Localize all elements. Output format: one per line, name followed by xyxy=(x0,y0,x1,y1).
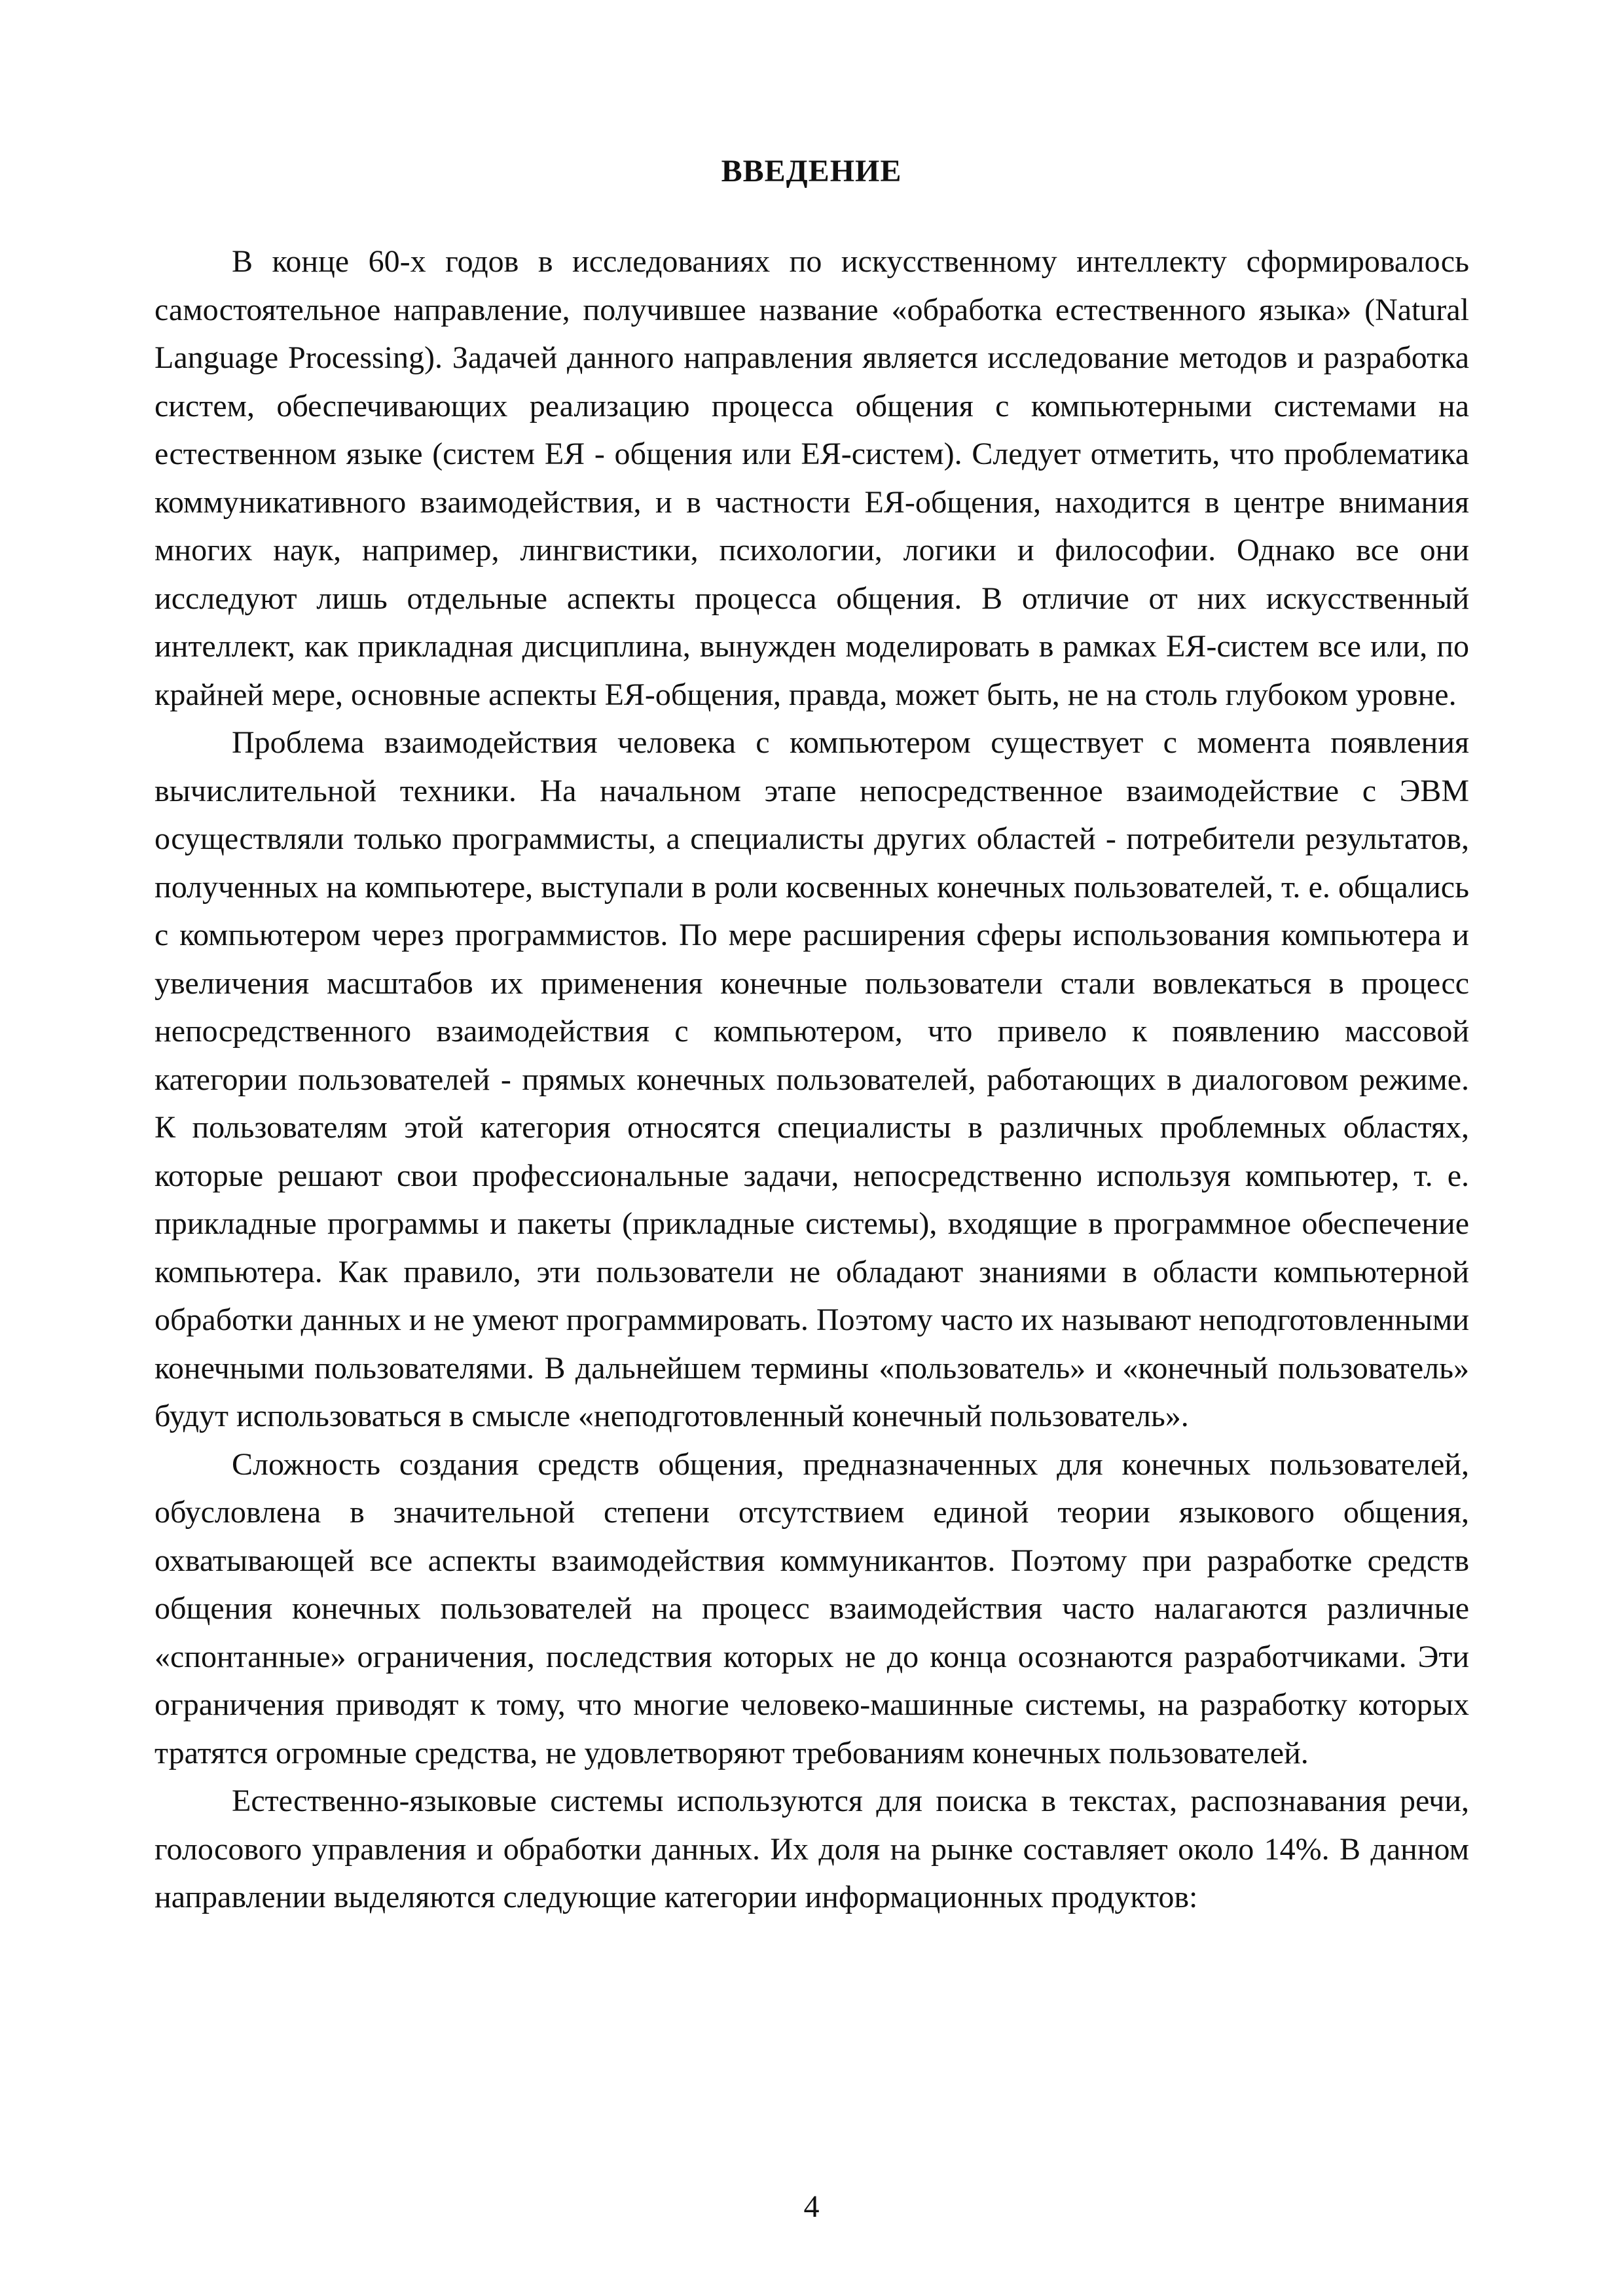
page-number: 4 xyxy=(803,2189,820,2224)
page-title: ВВЕДЕНИЕ xyxy=(721,154,902,188)
paragraph-2: Проблема взаимодействия человека с компьютером существует с момента появления вычислительной техники. На начальном этапе непосредственное взаимодействие с ЭВМ осуществляли только программисты, а специалисты других областей - потребители результатов, полученных на компьютере, выступали в роли косвенных конечных пользователей, т. е. общались с компьютером через программистов. По мере расширения сферы использования компьютера и увеличения масштабов их применения конечные пользователи стали вовлекаться в процесс непосредственного взаимодействия с компьютером, что привело к появлению массовой категории пользователей - прямых конечных пользователей, работающих в диалоговом режиме. К пользователям этой категория относятся специалисты в различных проблемных областях, которые решают свои профессиональные задачи, непосредственно используя компьютер, т. е. прикладные программы и пакеты (прикладные системы), входящие в программное обеспечение компьютера. Как правило, эти пользователи не обладают знаниями в области компьютерной обработки данных и не умеют программировать. Поэтому часто их называют неподготовленными конечными пользователями. В дальнейшем термины «пользователь» и «конечный пользователь» будут использоваться в смысле «неподготовленный конечный пользователь». xyxy=(155,725,1469,1433)
paragraph-3: Сложность создания средств общения, предназначенных для конечных пользователей, обусловлена в значительной степени отсутствием единой теории языкового общения, охватывающей все аспекты взаимодействия коммуникантов. Поэтому при разработке средств общения конечных пользователей на процесс взаимодействия часто налагаются различные «спонтанные» ограничения, последствия которых не до конца осознаются разработчиками. Эти ограничения приводят к тому, что многие человеко-машинные системы, на разработку которых тратятся огромные средства, не удовлетворяют требованиям конечных пользователей. xyxy=(155,1446,1469,1770)
paragraph-4: Естественно-языковые системы используются для поиска в текстах, распознавания речи, голосового управления и обработки данных. Их доля на рынке составляет около 14%. В данном направлении выделяются следующие категории информационных продуктов: xyxy=(155,1784,1469,1914)
paragraph-1: В конце 60-х годов в исследованиях по искусственному интеллекту сформировалось самостоятельное направление, получившее название «обработка естественного языка» (Natural Language Processing). Задачей данного направления является исследование методов и разработка систем, обеспечивающих реализацию процесса общения с компьютерными системами на естественном языке (систем ЕЯ - общения или ЕЯ-систем). Следует отметить, что проблематика коммуникативного взаимодействия, и в частности ЕЯ-общения, находится в центре внимания многих наук, например, лингвистики, психологии, логики и философии. Однако все они исследуют лишь отдельные аспекты процесса общения. В отличие от них искусственный интеллект, как прикладная дисциплина, вынужден моделировать в рамках ЕЯ-систем все или, по крайней мере, основные аспекты ЕЯ-общения, правда, может быть, не на столь глубоком уровне. xyxy=(155,244,1469,712)
body-text xyxy=(155,238,1469,1922)
